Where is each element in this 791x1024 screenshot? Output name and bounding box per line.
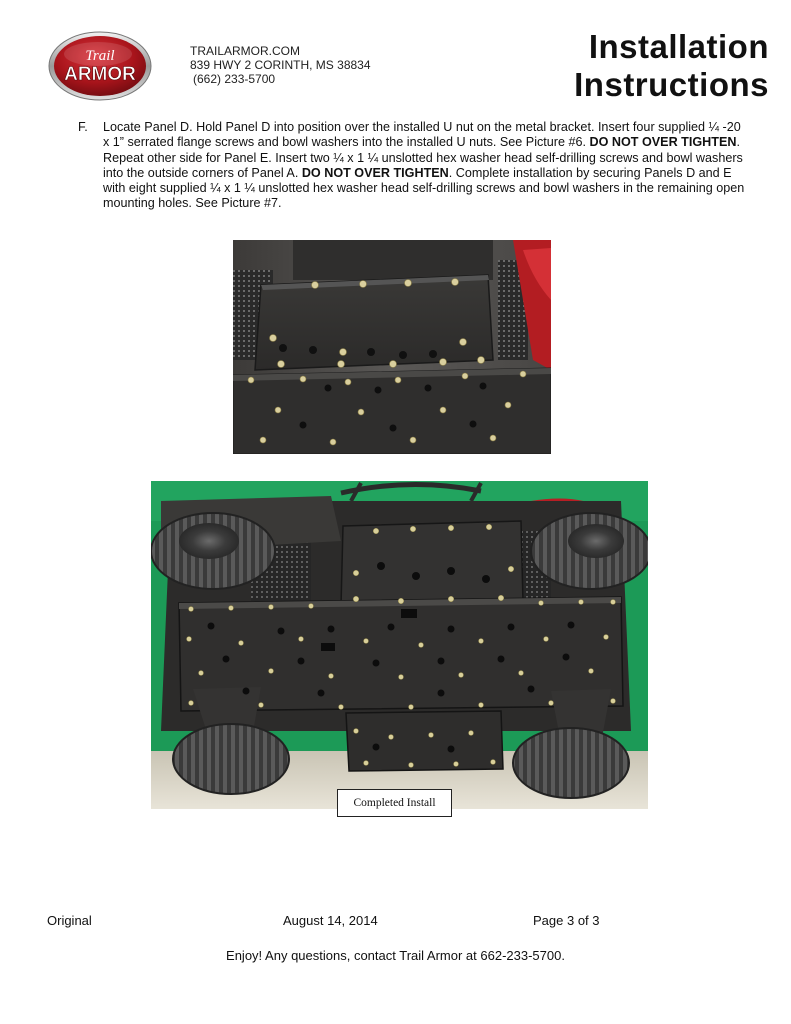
document-title <box>574 28 769 104</box>
footer-original-label: Original <box>47 913 92 928</box>
document-title-line-2: Instructions <box>574 66 769 103</box>
instruction-step-f <box>78 120 750 212</box>
trail-armor-logo <box>48 30 152 102</box>
warning-text-1: DO NOT OVER TIGHTEN <box>589 135 737 150</box>
warning-text-2: DO NOT OVER TIGHTEN <box>301 165 449 180</box>
step-text-part-2: . Repeat other side for Panel E. Insert two ¼ x 1 ¼ unslotted hex washer head self-drilling screws and bowl washers into the outside corners of Panel A. <box>103 135 743 180</box>
footer-date: August 14, 2014 <box>283 913 378 928</box>
company-contact <box>190 44 371 86</box>
step-text-part-1: Locate Panel D. Hold Panel D into position over the installed U nut on the metal bracket. Insert four supplied ¼ -20 x 1” serrated flange screws and bowl washers into the installed U nuts. See Picture #6. <box>103 120 741 150</box>
step-text-part-3: . Complete installation by securing Panels D and E with eight supplied ¼ x 1 ¼ unslotted hex washer head self-drilling screws and bowl washers in the remaining open mounting holes. See Picture #7. <box>103 165 745 211</box>
step-marker: F. <box>78 120 88 134</box>
company-address: 839 HWY 2 CORINTH, MS 38834 <box>190 58 371 72</box>
logo-text-trail: Trail <box>85 48 115 64</box>
logo-text-armor: ARMOR <box>64 64 136 85</box>
company-phone: (662) 233-5700 <box>193 72 276 86</box>
step-text <box>103 120 750 212</box>
footer-page-number: Page 3 of 3 <box>533 913 600 928</box>
document-title-line-1: Installation <box>588 28 769 65</box>
picture-7-completed-install <box>151 481 648 809</box>
picture-6-panel-d-closeup <box>233 240 551 454</box>
footer-contact-note: Enjoy! Any questions, contact Trail Armor at 662-233-5700. <box>226 948 565 963</box>
photo-caption: Completed Install <box>337 789 452 817</box>
company-website: TRAILARMOR.COM <box>190 44 301 58</box>
